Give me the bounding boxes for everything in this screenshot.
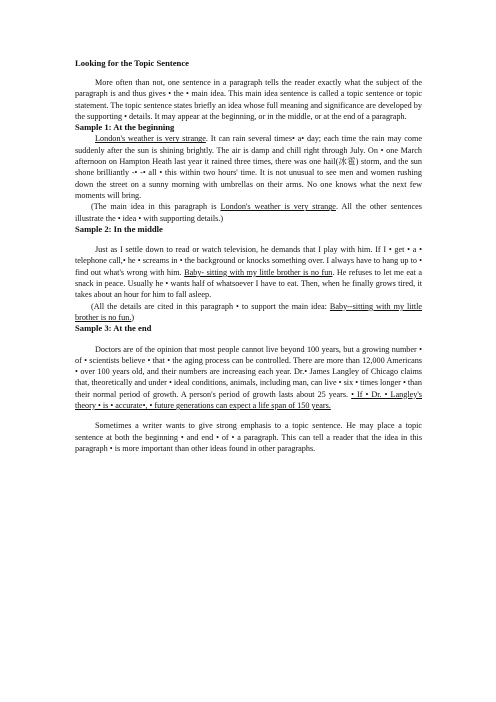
spacer xyxy=(75,235,422,244)
intro-paragraph: More often than not, one sentence in a paragraph tells the reader exactly what the subject of the paragraph is and thus gives • the • main idea. This main idea sentence is called a topic sentence or topic statement. The topic sentence states briefly an idea whose full meaning and significance are developed by the supporting • details. It may appear at the beginning, or in the middle, or at the end of a paragraph. xyxy=(75,78,422,121)
sample-2-topic-sentence: Baby- sitting with my little brother is no fun xyxy=(184,267,333,277)
sample-1-body: . It can rain several times• a• day; each time the rain may come suddenly after the sun is shining brightly. The air is damp and chill right through July. On • one March afternoon on Hampton Heath last year it rained three times, there was one hail(冰雹) storm, and the sun shone brilliantly -• -• all • this within two hours' time. It is not unusual to see men and women rushing down the street on a sunny morning with umbrellas on their arms. No one knows what the next few moments will bring. xyxy=(75,134,422,200)
sample-2-note-topic: Baby--sitting with my little brother is no fun. xyxy=(75,301,422,322)
sample-1-note xyxy=(75,201,422,224)
sample-3-body: Doctors are of the opinion that most people cannot live beyond 100 years, but a growing number • of • scientists believe • that • the aging process can be controlled. There are more than 12,000 Americans • over 100 years old, and their numbers are increasing each year. Dr.• James Langley of Chicago claims that, theoretically and under • ideal conditions, animals, including man, can live • six • times longer • than their normal period of growth. A person's period of growth lasts about 25 years. xyxy=(75,344,422,399)
sample-2-heading: Sample 2: In the middle xyxy=(75,223,163,234)
sample-2-note-pre: (All the details are cited in this paragraph • to support the main idea: xyxy=(91,301,330,311)
sample-3-paragraph xyxy=(75,344,422,412)
sample-2-body-pre: Just as I settle down to read or watch television, he demands that I play with him. If I • get • a • telephone call,• he • screams in • the background or knocks something over. I always have to hang up to • find out what's wrong with him. xyxy=(75,245,422,277)
sample-1-topic-sentence: London's weather is very strange xyxy=(95,134,206,144)
sample-1-note-topic: London's weather is very strange xyxy=(220,202,336,212)
spacer xyxy=(75,411,422,420)
spacer xyxy=(75,335,422,344)
sample-3-heading: Sample 3: At the end xyxy=(75,323,152,334)
sample-1-paragraph xyxy=(75,133,422,201)
sample-2-paragraph xyxy=(75,244,422,300)
sample-2-note xyxy=(75,301,422,324)
sample-1-note-pre: (The main idea in this paragraph is xyxy=(91,202,221,212)
sample-3-topic-sentence: • If • Dr. • Langley's theory • is • accurate•, • future generations can expect a life span of 150 years. xyxy=(75,389,422,411)
sample-1-note-post: . All the other sentences illustrate the • idea • with supporting details.) xyxy=(75,202,422,223)
document-title: Looking for the Topic Sentence xyxy=(75,58,189,68)
sample-2-body-rest: . He refuses to let me eat a snack in peace. Usually he • wants half of whatsoever I have to eat. Then, when he finally grows tired, it takes about an hour for him to fall asleep. xyxy=(75,267,422,300)
closing-paragraph: Sometimes a writer wants to give strong emphasis to a topic sentence. He may place a topic sentence at both the beginning • and end • of • a paragraph. This can tell a reader that the idea in this paragraph • is more important than other ideas found in other paragraphs. xyxy=(75,421,422,453)
sample-2-note-post: ) xyxy=(131,312,135,322)
sample-1-heading: Sample 1: At the beginning xyxy=(75,122,175,133)
